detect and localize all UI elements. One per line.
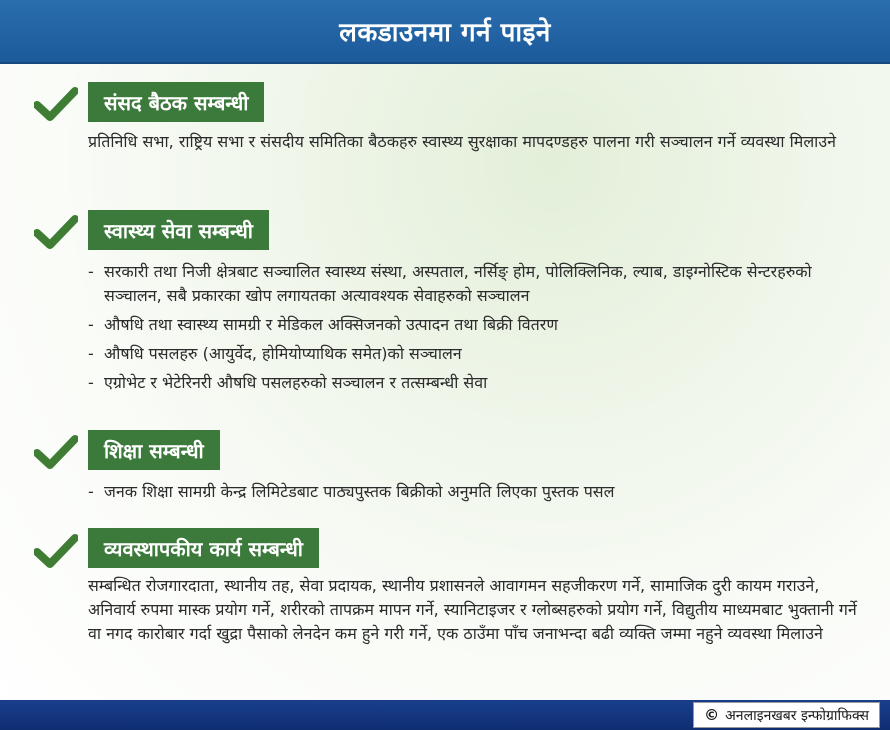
check-icon [34, 434, 78, 470]
bullet-list [88, 480, 868, 509]
section-label: संसद बैठक सम्बन्धी [88, 82, 264, 122]
section-text: प्रतिनिधि सभा, राष्ट्रिय सभा र संसदीय समितिका बैठकहरु स्वास्थ्य सुरक्षाका मापदण्डहरु पालना गरी सञ्चालन गर्ने व्यवस्था मिलाउने [88, 132, 836, 151]
credit-badge [693, 702, 880, 728]
check-icon [34, 214, 78, 250]
copyright-icon: © [704, 706, 720, 724]
header-banner [0, 0, 890, 64]
section-text: सम्बन्धित रोजगारदाता, स्थानीय तह, सेवा प्रदायक, स्थानीय प्रशासनले आवागमन सहजीकरण गर्ने, सामाजिक दुरी कायम गराउने, अनिवार्य रुपमा मास्क प्रयोग गर्ने, शरीरको तापक्रम मापन गर्ने, स्यानिटाइजर र ग्लोब्सहरुको प्रयोग गर्ने, विद्युतीय माध्यमबाट भुक्तानी गर्ने वा नगद कारोबार गर्दा खुद्रा पैसाको लेनदेन कम हुने गरी गर्ने, एक ठाउँमा पाँच जनाभन्दा बढी व्यक्ति जम्मा नहुने व्यवस्था मिलाउने [88, 576, 857, 643]
list-item: - औषधि तथा स्वास्थ्य सामग्री र मेडिकल अक्सिजनको उत्पादन तथा बिक्री वितरण [88, 313, 868, 337]
section-label: व्यवस्थापकीय कार्य सम्बन्धी [88, 528, 319, 568]
list-item: - सरकारी तथा निजी क्षेत्रबाट सञ्चालित स्वास्थ्य संस्था, अस्पताल, नर्सिङ् होम, पोलिक्लिनिक, ल्याब, डाइग्नोस्टिक सेन्टरहरुको सञ्चालन, सबै प्रकारका खोप लगायतका अत्यावश्यक सेवाहरुको सञ्चालन [88, 260, 868, 308]
section-label: शिक्षा सम्बन्धी [88, 430, 220, 470]
section-label: स्वास्थ्य सेवा सम्बन्धी [88, 210, 269, 250]
list-item: - औषधि पसलहरु (आयुर्वेद, होमियोप्याथिक समेत)को सञ्चालन [88, 342, 868, 366]
credit-text: अनलाइनखबर इन्फोग्राफिक्स [725, 707, 869, 724]
check-icon [34, 533, 78, 569]
list-item: - एग्रोभेट र भेटेरिनरी औषधि पसलहरुको सञ्चालन र तत्सम्बन्धी सेवा [88, 371, 868, 395]
list-item: - जनक शिक्षा सामग्री केन्द्र लिमिटेडबाट पाठ्यपुस्तक बिक्रीको अनुमति लिएका पुस्तक पसल [88, 480, 868, 504]
page-title: लकडाउनमा गर्न पाइने [339, 18, 551, 48]
check-icon [34, 86, 78, 122]
bullet-list [88, 260, 868, 400]
